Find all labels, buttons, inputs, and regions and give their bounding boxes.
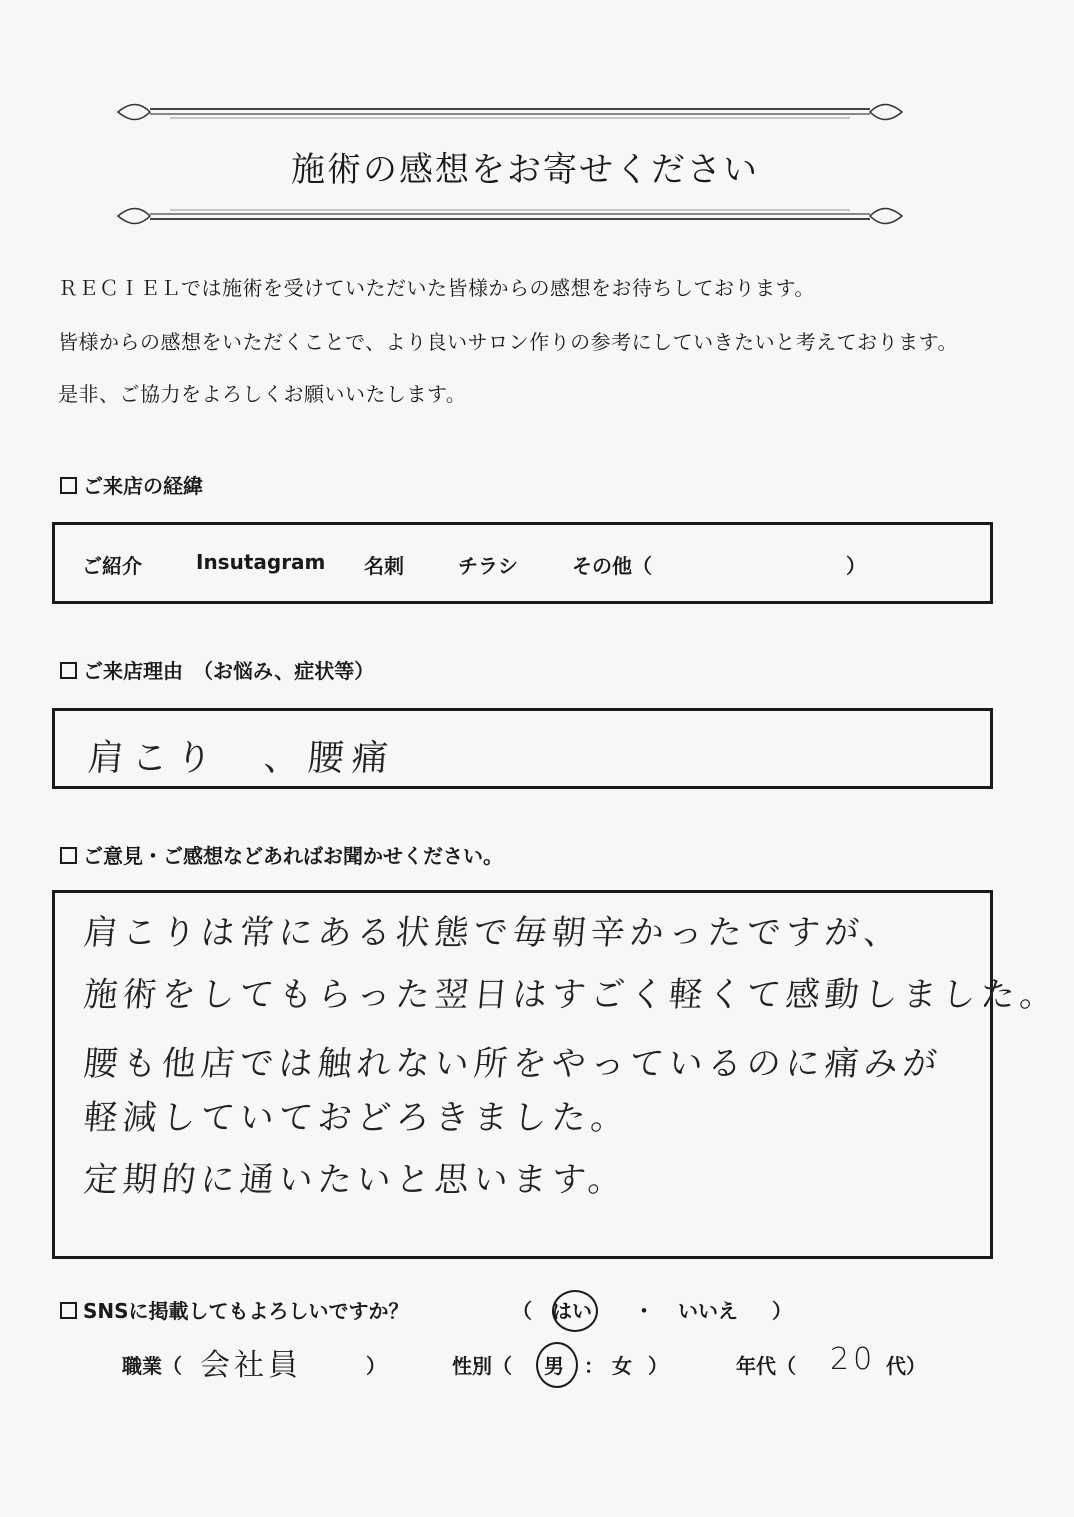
reason-answer-text: 肩こり 、腰痛 [86, 738, 398, 779]
gender-male-option[interactable]: 男 [544, 1354, 564, 1378]
sns-option-yes[interactable]: はい [552, 1299, 592, 1323]
option-instagram[interactable]: Insutagram [196, 550, 326, 574]
opinion-section-label [60, 840, 503, 869]
opinion-line-5: 定期的に通いたいと思います。 [81, 1160, 629, 1200]
age-value[interactable]: 20 [830, 1342, 877, 1377]
intro-line-1: ＲＥＣＩＥＬでは施術を受けていただいた皆様からの感想をお待ちしております。 [58, 276, 815, 300]
sns-open-paren: （ [512, 1299, 532, 1323]
sns-section-label [60, 1295, 409, 1324]
opinion-line-4: 軽減していておどろきました。 [81, 1098, 632, 1138]
visit-label-text: ご来店の経緯 [83, 474, 203, 498]
opinion-line-1: 肩こりは常にある状態で毎朝辛かったですが、 [81, 913, 905, 953]
gender-label: 性別（ [452, 1354, 512, 1378]
intro-line-3: 是非、ご協力をよろしくお願いいたします。 [58, 382, 467, 406]
ornament-line-icon [110, 204, 910, 228]
sns-label-text: SNSに掲載してもよろしいですか？ [83, 1299, 409, 1323]
gender-separator: ： [584, 1354, 604, 1378]
bottom-ornament-divider [110, 204, 910, 228]
option-other[interactable]: その他（ [572, 554, 652, 578]
option-other-close: ） [846, 554, 866, 578]
intro-line-2: 皆様からの感想をいただくことで、より良いサロン作りの参考にしていきたいと考えております。 [58, 330, 958, 354]
checkbox-square-icon [60, 847, 77, 864]
ornament-line-icon [110, 100, 910, 124]
top-ornament-divider [110, 100, 910, 124]
opinion-line-2: 施術をしてもらった翌日はすごく軽くて感動しました。 [81, 975, 1061, 1015]
job-value[interactable]: 会社員 [200, 1348, 302, 1383]
checkbox-square-icon [60, 477, 77, 494]
checkbox-square-icon [60, 662, 77, 679]
sns-separator: ・ [634, 1299, 654, 1323]
sns-option-no[interactable]: いいえ [678, 1299, 738, 1323]
gender-close-paren: ） [648, 1354, 668, 1378]
opinion-line-3: 腰も他店では触れない所をやっているのに痛みが [81, 1044, 944, 1084]
visit-section-label [60, 470, 203, 499]
gender-female-option[interactable]: 女 [612, 1354, 632, 1378]
job-close-paren: ） [366, 1354, 386, 1378]
checkbox-square-icon [60, 1302, 77, 1319]
option-referral[interactable]: ご紹介 [82, 554, 142, 578]
gender-selected-circle [536, 1342, 578, 1388]
age-suffix: 代） [886, 1354, 926, 1378]
age-label: 年代（ [736, 1354, 796, 1378]
opinion-label-text: ご意見・ご感想などあればお聞かせください。 [83, 844, 503, 868]
page-title: 施術の感想をお寄せください [291, 150, 759, 190]
reason-section-label [60, 655, 374, 684]
sns-selected-circle [552, 1290, 598, 1332]
option-business-card[interactable]: 名刺 [364, 554, 404, 578]
job-label: 職業（ [122, 1354, 182, 1378]
sns-close-paren: ） [772, 1299, 792, 1323]
reason-label-text: ご来店理由 （お悩み、症状等） [83, 659, 375, 683]
option-flyer[interactable]: チラシ [458, 554, 518, 578]
